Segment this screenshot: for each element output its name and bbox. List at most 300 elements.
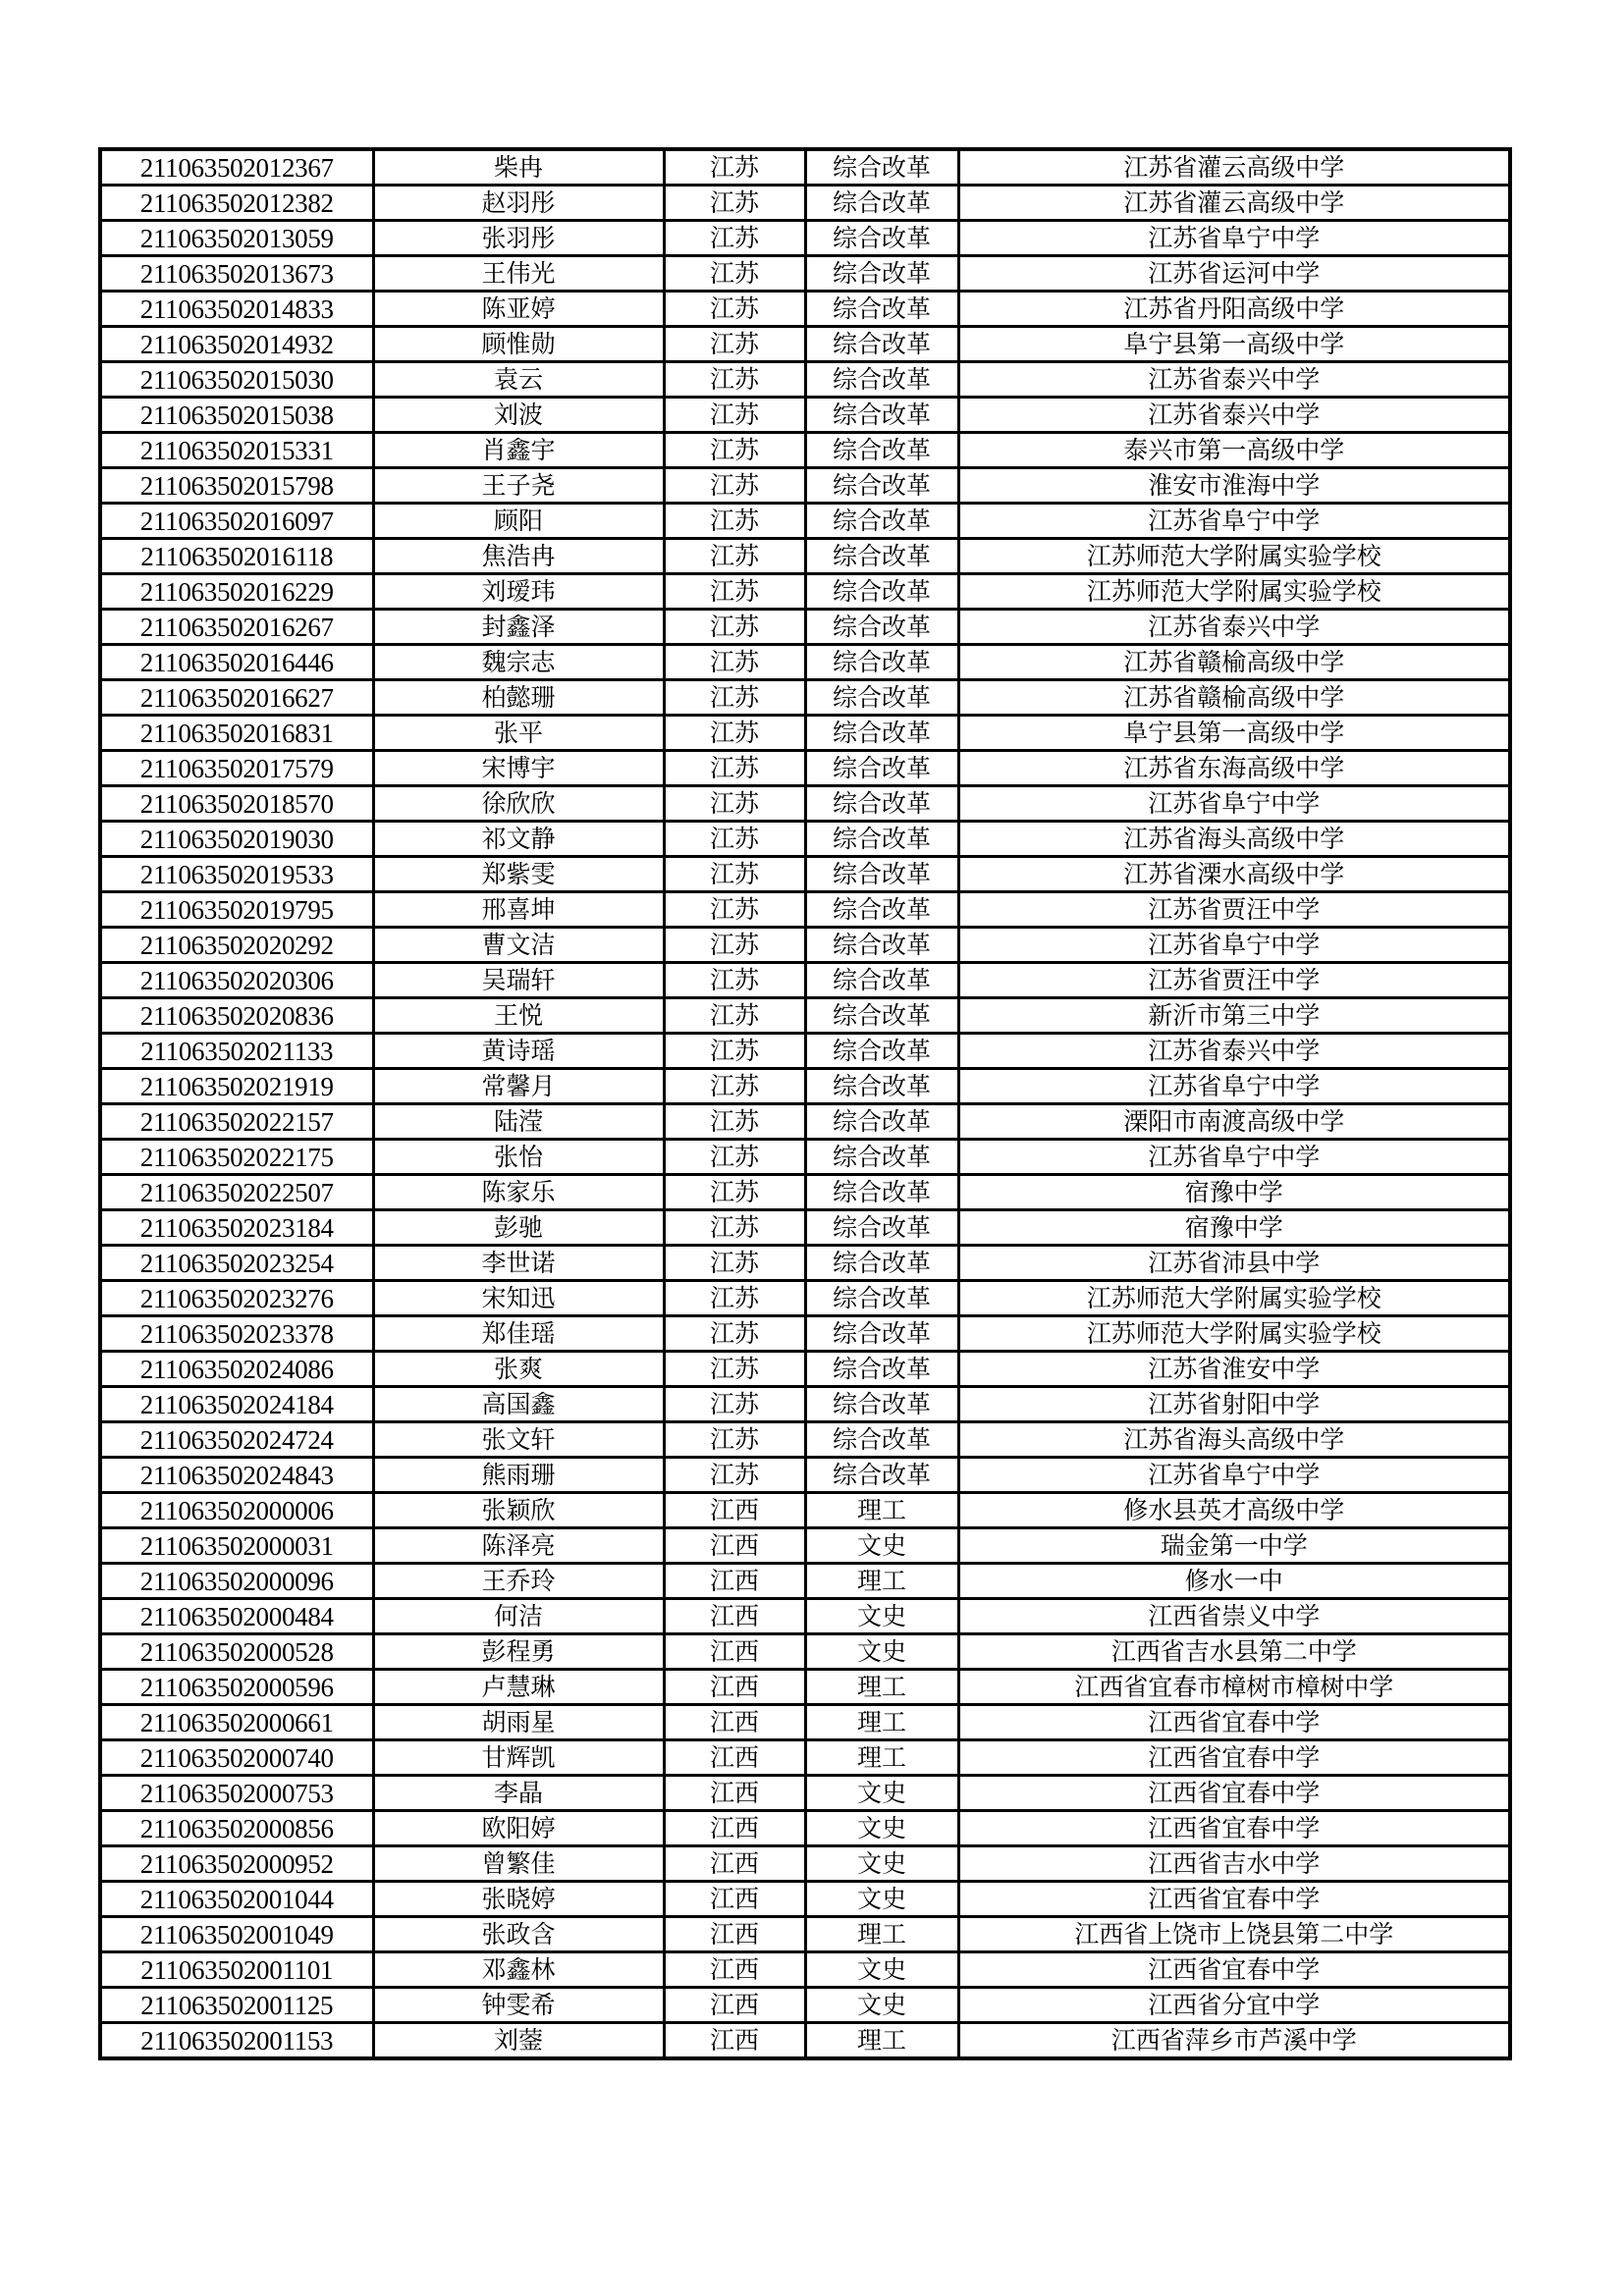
category-cell: 综合改革 [805, 857, 958, 892]
name-cell: 徐欣欣 [373, 786, 664, 822]
table-row [100, 751, 1510, 786]
table-row [100, 1599, 1510, 1634]
category-cell: 综合改革 [805, 716, 958, 751]
province-cell: 江苏 [664, 468, 805, 504]
category-cell: 综合改革 [805, 256, 958, 292]
category-cell: 综合改革 [805, 433, 958, 468]
category-cell: 综合改革 [805, 398, 958, 433]
school-cell: 江苏师范大学附属实验学校 [958, 1281, 1510, 1316]
name-cell: 刘波 [373, 398, 664, 433]
category-cell: 综合改革 [805, 998, 958, 1034]
category-cell: 综合改革 [805, 1422, 958, 1458]
exam-id-cell: 211063502013059 [100, 221, 373, 256]
name-cell: 柴冉 [373, 149, 664, 186]
table-row [100, 1705, 1510, 1740]
province-cell: 江西 [664, 1705, 805, 1740]
table-row [100, 1175, 1510, 1210]
table-row [100, 822, 1510, 857]
school-cell: 江西省崇义中学 [958, 1599, 1510, 1634]
school-cell: 江西省吉水中学 [958, 1846, 1510, 1882]
name-cell: 刘瑷玮 [373, 574, 664, 610]
table-row [100, 468, 1510, 504]
name-cell: 甘辉凯 [373, 1740, 664, 1776]
name-cell: 欧阳婷 [373, 1811, 664, 1846]
school-cell: 江西省宜春中学 [958, 1776, 1510, 1811]
name-cell: 彭驰 [373, 1210, 664, 1246]
school-cell: 江西省宜春中学 [958, 1882, 1510, 1917]
province-cell: 江西 [664, 1564, 805, 1599]
exam-id-cell: 211063502016097 [100, 504, 373, 539]
school-cell: 江苏省泰兴中学 [958, 1034, 1510, 1069]
category-cell: 综合改革 [805, 680, 958, 716]
category-cell: 综合改革 [805, 1069, 958, 1104]
province-cell: 江苏 [664, 822, 805, 857]
name-cell: 王乔玲 [373, 1564, 664, 1599]
school-cell: 阜宁县第一高级中学 [958, 327, 1510, 362]
name-cell: 熊雨珊 [373, 1458, 664, 1493]
category-cell: 综合改革 [805, 504, 958, 539]
table-row [100, 1740, 1510, 1776]
exam-id-cell: 211063502016627 [100, 680, 373, 716]
category-cell: 理工 [805, 1917, 958, 1952]
province-cell: 江苏 [664, 751, 805, 786]
table-row [100, 645, 1510, 680]
table-row [100, 504, 1510, 539]
school-cell: 江苏省阜宁中学 [958, 1458, 1510, 1493]
exam-id-cell: 211063502016446 [100, 645, 373, 680]
school-cell: 江苏省淮安中学 [958, 1352, 1510, 1387]
name-cell: 郑佳瑶 [373, 1316, 664, 1352]
province-cell: 江苏 [664, 574, 805, 610]
category-cell: 综合改革 [805, 751, 958, 786]
school-cell: 江苏省灌云高级中学 [958, 186, 1510, 221]
exam-id-cell: 211063502019795 [100, 892, 373, 928]
category-cell: 综合改革 [805, 1140, 958, 1175]
exam-id-cell: 211063502024086 [100, 1352, 373, 1387]
exam-id-cell: 211063502021133 [100, 1034, 373, 1069]
table-row [100, 574, 1510, 610]
province-cell: 江西 [664, 1917, 805, 1952]
category-cell: 文史 [805, 1952, 958, 1988]
name-cell: 李晶 [373, 1776, 664, 1811]
category-cell: 综合改革 [805, 786, 958, 822]
table-row [100, 149, 1510, 186]
exam-id-cell: 211063502000596 [100, 1670, 373, 1705]
exam-id-cell: 211063502016267 [100, 610, 373, 645]
school-cell: 江苏师范大学附属实验学校 [958, 574, 1510, 610]
school-cell: 江苏省丹阳高级中学 [958, 292, 1510, 327]
exam-id-cell: 211063502000740 [100, 1740, 373, 1776]
category-cell: 综合改革 [805, 468, 958, 504]
table-row [100, 1528, 1510, 1564]
name-cell: 张颖欣 [373, 1493, 664, 1528]
province-cell: 江苏 [664, 892, 805, 928]
category-cell: 文史 [805, 1882, 958, 1917]
school-cell: 江西省吉水县第二中学 [958, 1634, 1510, 1670]
category-cell: 综合改革 [805, 149, 958, 186]
name-cell: 陈亚婷 [373, 292, 664, 327]
school-cell: 江苏师范大学附属实验学校 [958, 539, 1510, 574]
name-cell: 卢慧琳 [373, 1670, 664, 1705]
table-row [100, 1422, 1510, 1458]
category-cell: 理工 [805, 2023, 958, 2059]
table-row [100, 1140, 1510, 1175]
category-cell: 综合改革 [805, 928, 958, 963]
name-cell: 李世诺 [373, 1246, 664, 1281]
school-cell: 江苏省海头高级中学 [958, 1422, 1510, 1458]
name-cell: 陆滢 [373, 1104, 664, 1140]
exam-id-cell: 211063502022157 [100, 1104, 373, 1140]
roster-body [100, 149, 1510, 2058]
table-row [100, 186, 1510, 221]
exam-id-cell: 211063502001101 [100, 1952, 373, 1988]
name-cell: 彭程勇 [373, 1634, 664, 1670]
school-cell: 江西省宜春中学 [958, 1740, 1510, 1776]
exam-id-cell: 211063502000952 [100, 1846, 373, 1882]
province-cell: 江苏 [664, 1210, 805, 1246]
name-cell: 王悦 [373, 998, 664, 1034]
table-row [100, 786, 1510, 822]
name-cell: 曾繁佳 [373, 1846, 664, 1882]
exam-id-cell: 211063502000661 [100, 1705, 373, 1740]
school-cell: 新沂市第三中学 [958, 998, 1510, 1034]
name-cell: 郑紫雯 [373, 857, 664, 892]
school-cell: 江苏省泰兴中学 [958, 362, 1510, 398]
exam-id-cell: 211063502000856 [100, 1811, 373, 1846]
table-row [100, 1846, 1510, 1882]
name-cell: 宋博宇 [373, 751, 664, 786]
table-row [100, 1988, 1510, 2023]
name-cell: 袁云 [373, 362, 664, 398]
school-cell: 江西省分宜中学 [958, 1988, 1510, 2023]
province-cell: 江苏 [664, 327, 805, 362]
exam-id-cell: 211063502001125 [100, 1988, 373, 2023]
school-cell: 江苏师范大学附属实验学校 [958, 1316, 1510, 1352]
school-cell: 淮安市淮海中学 [958, 468, 1510, 504]
exam-id-cell: 211063502020306 [100, 963, 373, 998]
name-cell: 吴瑞轩 [373, 963, 664, 998]
province-cell: 江苏 [664, 1458, 805, 1493]
exam-id-cell: 211063502022507 [100, 1175, 373, 1210]
school-cell: 溧阳市南渡高级中学 [958, 1104, 1510, 1140]
table-row [100, 963, 1510, 998]
school-cell: 江苏省阜宁中学 [958, 1069, 1510, 1104]
exam-id-cell: 211063502000006 [100, 1493, 373, 1528]
name-cell: 张羽彤 [373, 221, 664, 256]
province-cell: 江西 [664, 1493, 805, 1528]
table-row [100, 1564, 1510, 1599]
table-row [100, 1493, 1510, 1528]
table-row [100, 1811, 1510, 1846]
exam-id-cell: 211063502000528 [100, 1634, 373, 1670]
school-cell: 瑞金第一中学 [958, 1528, 1510, 1564]
table-row [100, 1352, 1510, 1387]
province-cell: 江苏 [664, 362, 805, 398]
category-cell: 理工 [805, 1740, 958, 1776]
name-cell: 常馨月 [373, 1069, 664, 1104]
province-cell: 江苏 [664, 645, 805, 680]
exam-id-cell: 211063502001049 [100, 1917, 373, 1952]
name-cell: 祁文静 [373, 822, 664, 857]
province-cell: 江西 [664, 1811, 805, 1846]
exam-id-cell: 211063502015331 [100, 433, 373, 468]
school-cell: 江苏省阜宁中学 [958, 786, 1510, 822]
exam-id-cell: 211063502012382 [100, 186, 373, 221]
table-row [100, 2023, 1510, 2059]
table-row [100, 1670, 1510, 1705]
table-row [100, 327, 1510, 362]
province-cell: 江苏 [664, 1140, 805, 1175]
table-row [100, 1952, 1510, 1988]
table-row [100, 1104, 1510, 1140]
province-cell: 江苏 [664, 998, 805, 1034]
exam-id-cell: 211063502017579 [100, 751, 373, 786]
school-cell: 江苏省阜宁中学 [958, 928, 1510, 963]
category-cell: 综合改革 [805, 1281, 958, 1316]
province-cell: 江西 [664, 1740, 805, 1776]
name-cell: 顾惟勋 [373, 327, 664, 362]
name-cell: 张平 [373, 716, 664, 751]
school-cell: 江苏省东海高级中学 [958, 751, 1510, 786]
table-row [100, 928, 1510, 963]
province-cell: 江西 [664, 1776, 805, 1811]
exam-id-cell: 211063502015030 [100, 362, 373, 398]
school-cell: 江苏省泰兴中学 [958, 610, 1510, 645]
name-cell: 封鑫泽 [373, 610, 664, 645]
table-row [100, 857, 1510, 892]
table-row [100, 362, 1510, 398]
table-row [100, 398, 1510, 433]
province-cell: 江苏 [664, 963, 805, 998]
category-cell: 综合改革 [805, 574, 958, 610]
province-cell: 江西 [664, 1882, 805, 1917]
exam-id-cell: 211063502018570 [100, 786, 373, 822]
province-cell: 江苏 [664, 186, 805, 221]
name-cell: 宋知迅 [373, 1281, 664, 1316]
name-cell: 张怡 [373, 1140, 664, 1175]
name-cell: 邢喜坤 [373, 892, 664, 928]
category-cell: 文史 [805, 1988, 958, 2023]
table-row [100, 433, 1510, 468]
province-cell: 江苏 [664, 398, 805, 433]
school-cell: 宿豫中学 [958, 1210, 1510, 1246]
table-row [100, 1458, 1510, 1493]
name-cell: 魏宗志 [373, 645, 664, 680]
category-cell: 综合改革 [805, 963, 958, 998]
category-cell: 文史 [805, 1599, 958, 1634]
table-row [100, 221, 1510, 256]
table-row [100, 1034, 1510, 1069]
table-row [100, 716, 1510, 751]
province-cell: 江苏 [664, 1387, 805, 1422]
table-row [100, 292, 1510, 327]
province-cell: 江苏 [664, 1069, 805, 1104]
province-cell: 江苏 [664, 1422, 805, 1458]
category-cell: 理工 [805, 1705, 958, 1740]
category-cell: 文史 [805, 1811, 958, 1846]
category-cell: 综合改革 [805, 221, 958, 256]
province-cell: 江苏 [664, 1316, 805, 1352]
school-cell: 江西省上饶市上饶县第二中学 [958, 1917, 1510, 1952]
exam-id-cell: 211063502019533 [100, 857, 373, 892]
exam-id-cell: 211063502023276 [100, 1281, 373, 1316]
category-cell: 文史 [805, 1846, 958, 1882]
category-cell: 综合改革 [805, 186, 958, 221]
name-cell: 张爽 [373, 1352, 664, 1387]
table-row [100, 1246, 1510, 1281]
exam-id-cell: 211063502000096 [100, 1564, 373, 1599]
exam-id-cell: 211063502016229 [100, 574, 373, 610]
table-row [100, 1917, 1510, 1952]
school-cell: 江苏省灌云高级中学 [958, 149, 1510, 186]
table-row [100, 539, 1510, 574]
category-cell: 综合改革 [805, 292, 958, 327]
table-row [100, 1634, 1510, 1670]
province-cell: 江西 [664, 1599, 805, 1634]
province-cell: 江苏 [664, 857, 805, 892]
table-row [100, 892, 1510, 928]
province-cell: 江西 [664, 2023, 805, 2059]
name-cell: 王子尧 [373, 468, 664, 504]
category-cell: 综合改革 [805, 539, 958, 574]
exam-id-cell: 211063502024843 [100, 1458, 373, 1493]
category-cell: 综合改革 [805, 610, 958, 645]
table-row [100, 998, 1510, 1034]
exam-id-cell: 211063502023254 [100, 1246, 373, 1281]
province-cell: 江西 [664, 1846, 805, 1882]
table-row [100, 1387, 1510, 1422]
province-cell: 江苏 [664, 786, 805, 822]
category-cell: 综合改革 [805, 1316, 958, 1352]
exam-id-cell: 211063502022175 [100, 1140, 373, 1175]
province-cell: 江西 [664, 1528, 805, 1564]
school-cell: 江苏省赣榆高级中学 [958, 645, 1510, 680]
school-cell: 江西省宜春中学 [958, 1705, 1510, 1740]
category-cell: 文史 [805, 1634, 958, 1670]
province-cell: 江苏 [664, 292, 805, 327]
province-cell: 江西 [664, 1634, 805, 1670]
category-cell: 综合改革 [805, 822, 958, 857]
exam-id-cell: 211063502016831 [100, 716, 373, 751]
name-cell: 张政含 [373, 1917, 664, 1952]
table-row [100, 1281, 1510, 1316]
category-cell: 文史 [805, 1776, 958, 1811]
school-cell: 江苏省泰兴中学 [958, 398, 1510, 433]
province-cell: 江苏 [664, 680, 805, 716]
school-cell: 泰兴市第一高级中学 [958, 433, 1510, 468]
exam-id-cell: 211063502001044 [100, 1882, 373, 1917]
province-cell: 江苏 [664, 610, 805, 645]
province-cell: 江西 [664, 1670, 805, 1705]
category-cell: 综合改革 [805, 362, 958, 398]
exam-id-cell: 211063502019030 [100, 822, 373, 857]
exam-id-cell: 211063502015798 [100, 468, 373, 504]
school-cell: 江苏省海头高级中学 [958, 822, 1510, 857]
name-cell: 陈家乐 [373, 1175, 664, 1210]
table-row [100, 610, 1510, 645]
category-cell: 综合改革 [805, 1246, 958, 1281]
exam-id-cell: 211063502020836 [100, 998, 373, 1034]
category-cell: 综合改革 [805, 1210, 958, 1246]
exam-id-cell: 211063502012367 [100, 149, 373, 186]
province-cell: 江苏 [664, 539, 805, 574]
exam-id-cell: 211063502013673 [100, 256, 373, 292]
province-cell: 江苏 [664, 1034, 805, 1069]
category-cell: 综合改革 [805, 1387, 958, 1422]
province-cell: 江苏 [664, 1352, 805, 1387]
name-cell: 刘蓥 [373, 2023, 664, 2059]
province-cell: 江苏 [664, 928, 805, 963]
table-row [100, 256, 1510, 292]
school-cell: 修水县英才高级中学 [958, 1493, 1510, 1528]
name-cell: 钟雯希 [373, 1988, 664, 2023]
category-cell: 综合改革 [805, 645, 958, 680]
table-row [100, 1210, 1510, 1246]
name-cell: 赵羽彤 [373, 186, 664, 221]
school-cell: 江苏省阜宁中学 [958, 221, 1510, 256]
category-cell: 综合改革 [805, 1352, 958, 1387]
school-cell: 江西省宜春市樟树市樟树中学 [958, 1670, 1510, 1705]
school-cell: 江苏省阜宁中学 [958, 1140, 1510, 1175]
province-cell: 江苏 [664, 504, 805, 539]
exam-id-cell: 211063502001153 [100, 2023, 373, 2059]
province-cell: 江苏 [664, 433, 805, 468]
exam-id-cell: 211063502023184 [100, 1210, 373, 1246]
school-cell: 宿豫中学 [958, 1175, 1510, 1210]
province-cell: 江西 [664, 1988, 805, 2023]
exam-id-cell: 211063502000484 [100, 1599, 373, 1634]
exam-id-cell: 211063502000753 [100, 1776, 373, 1811]
name-cell: 黄诗瑶 [373, 1034, 664, 1069]
school-cell: 江西省宜春中学 [958, 1811, 1510, 1846]
name-cell: 曹文洁 [373, 928, 664, 963]
school-cell: 江苏省沛县中学 [958, 1246, 1510, 1281]
name-cell: 顾阳 [373, 504, 664, 539]
name-cell: 张文轩 [373, 1422, 664, 1458]
exam-id-cell: 211063502014932 [100, 327, 373, 362]
school-cell: 江苏省溧水高级中学 [958, 857, 1510, 892]
exam-id-cell: 211063502015038 [100, 398, 373, 433]
category-cell: 文史 [805, 1528, 958, 1564]
category-cell: 理工 [805, 1670, 958, 1705]
category-cell: 综合改革 [805, 1104, 958, 1140]
province-cell: 江西 [664, 1952, 805, 1988]
exam-id-cell: 211063502016118 [100, 539, 373, 574]
table-row [100, 1069, 1510, 1104]
category-cell: 理工 [805, 1564, 958, 1599]
table-row [100, 680, 1510, 716]
school-cell: 江苏省阜宁中学 [958, 504, 1510, 539]
category-cell: 理工 [805, 1493, 958, 1528]
school-cell: 江苏省贾汪中学 [958, 963, 1510, 998]
category-cell: 综合改革 [805, 1175, 958, 1210]
name-cell: 邓鑫林 [373, 1952, 664, 1988]
category-cell: 综合改革 [805, 1458, 958, 1493]
name-cell: 何洁 [373, 1599, 664, 1634]
exam-id-cell: 211063502024724 [100, 1422, 373, 1458]
school-cell: 修水一中 [958, 1564, 1510, 1599]
name-cell: 王伟光 [373, 256, 664, 292]
name-cell: 柏懿珊 [373, 680, 664, 716]
school-cell: 阜宁县第一高级中学 [958, 716, 1510, 751]
name-cell: 焦浩冉 [373, 539, 664, 574]
exam-id-cell: 211063502014833 [100, 292, 373, 327]
province-cell: 江苏 [664, 256, 805, 292]
category-cell: 综合改革 [805, 327, 958, 362]
name-cell: 肖鑫宇 [373, 433, 664, 468]
table-row [100, 1316, 1510, 1352]
province-cell: 江苏 [664, 1246, 805, 1281]
